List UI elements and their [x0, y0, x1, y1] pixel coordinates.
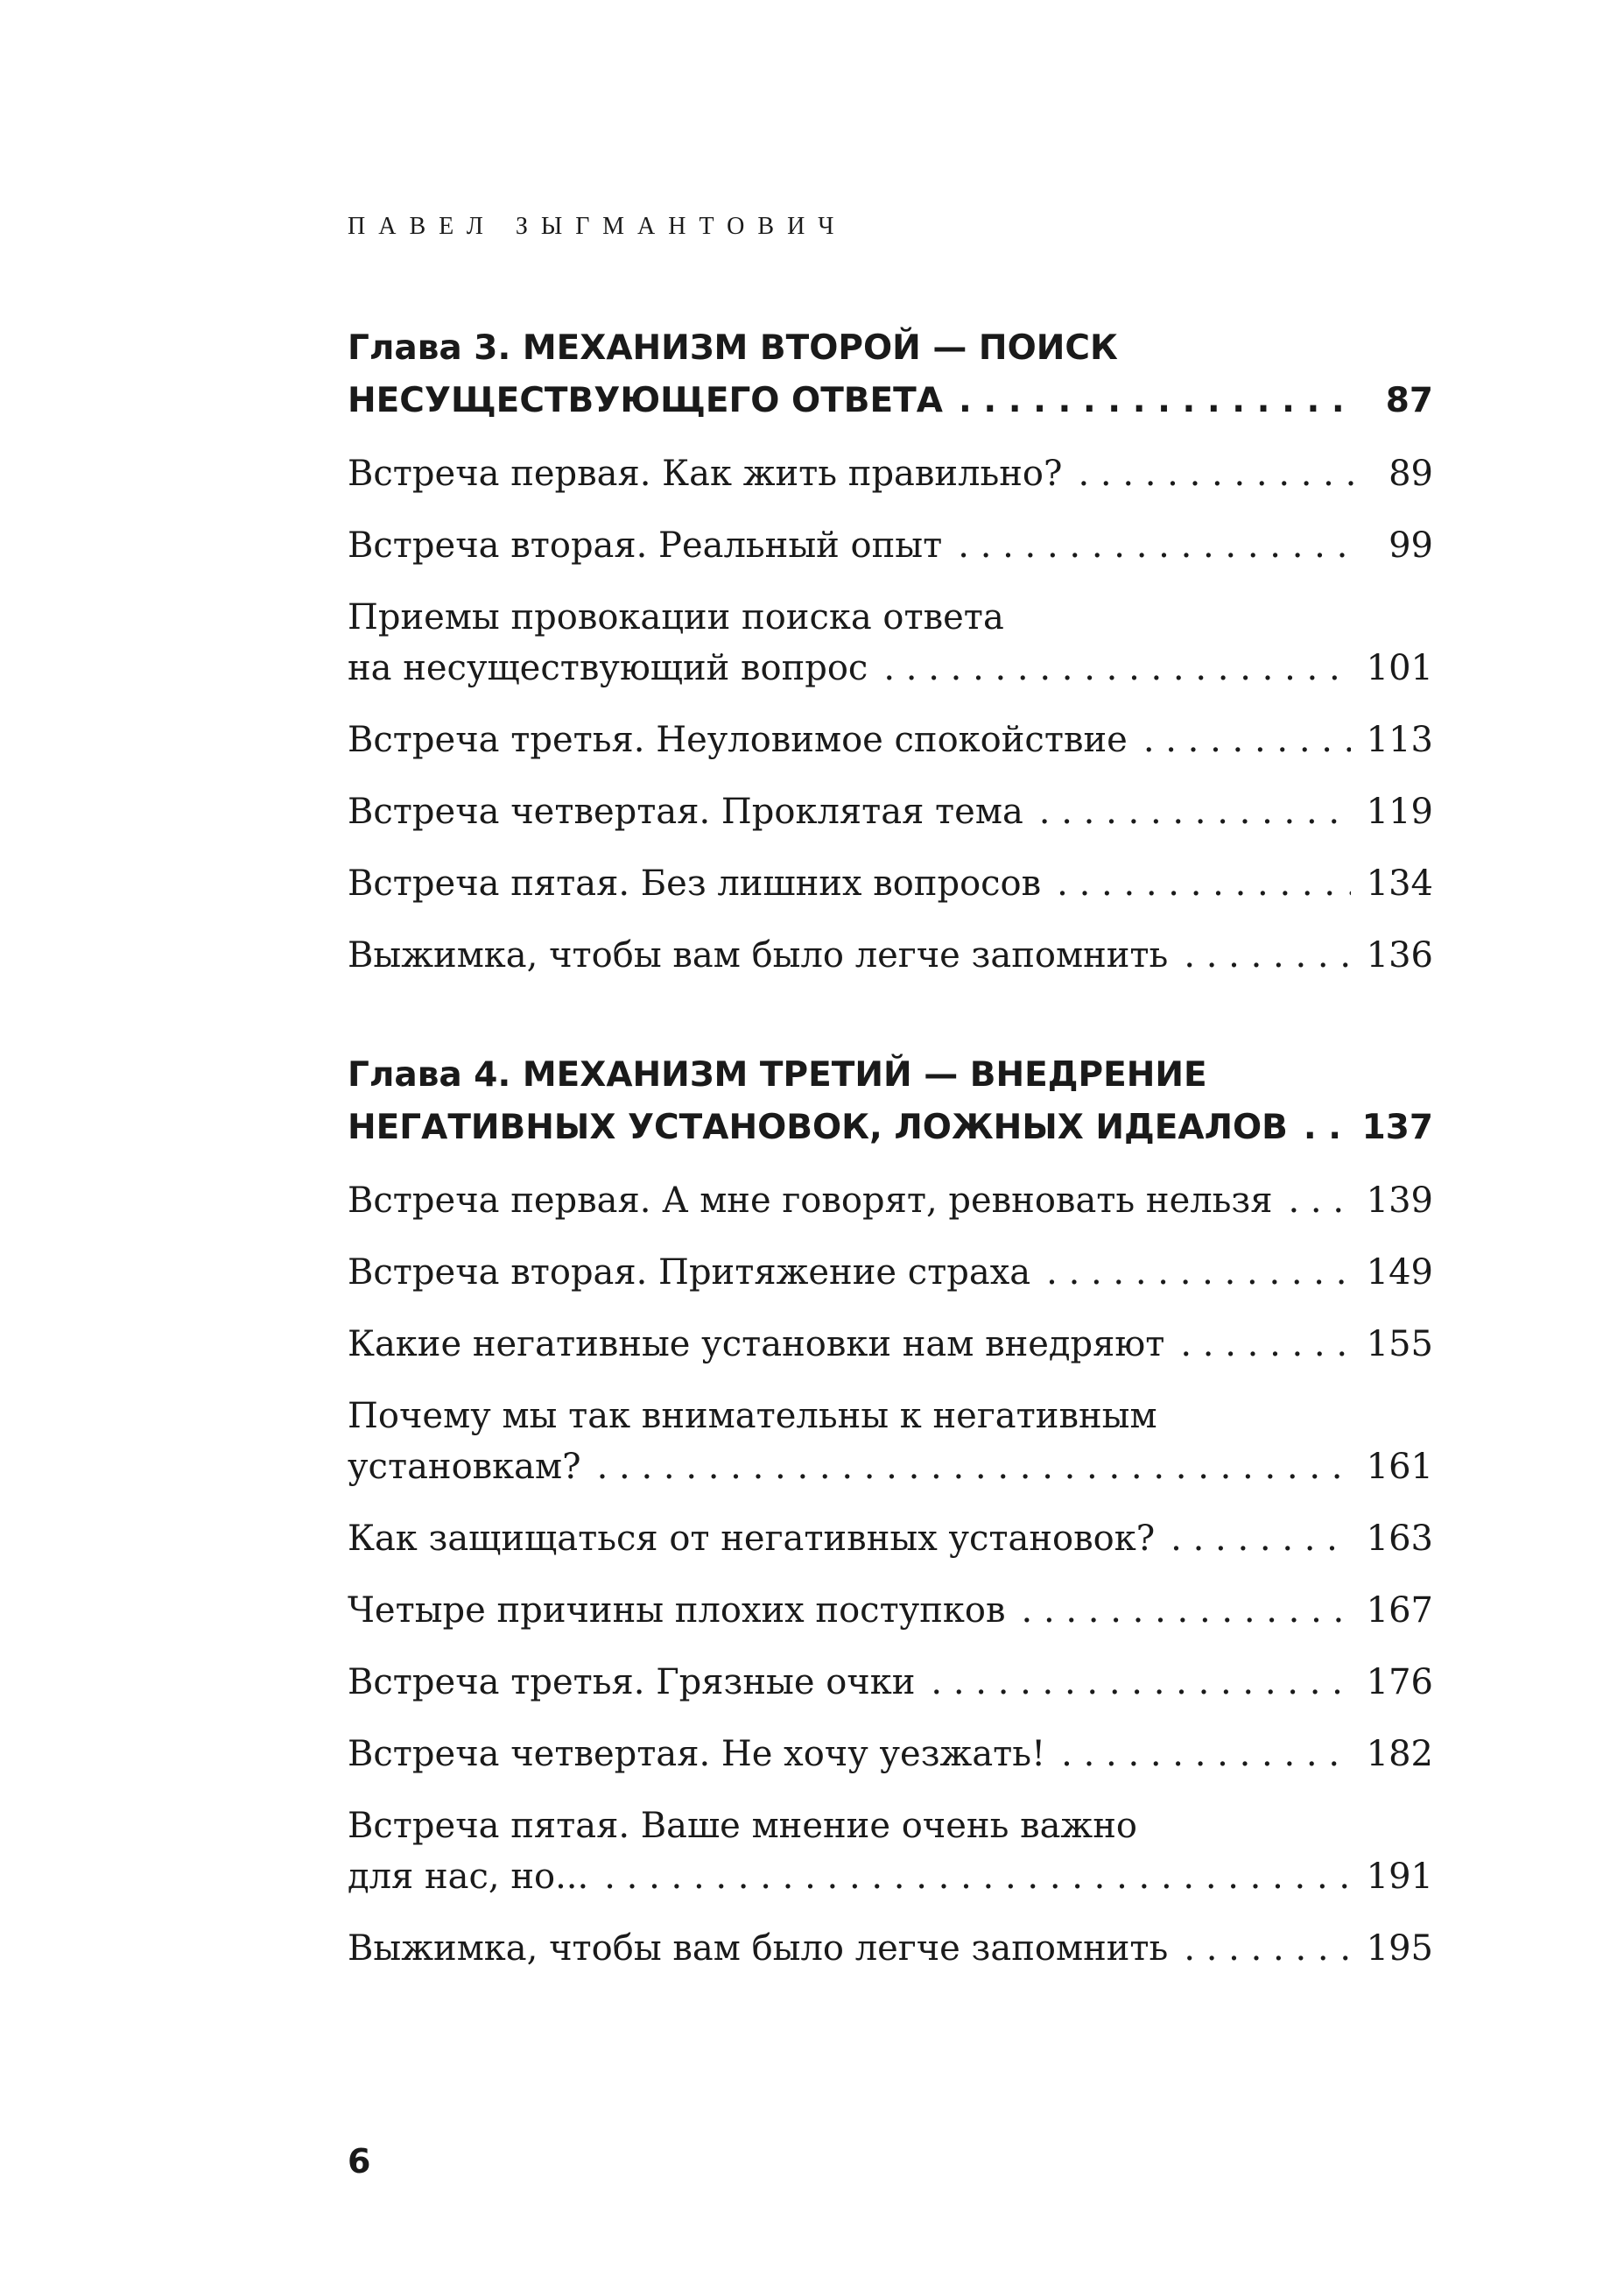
entry-line — [348, 1851, 1433, 1902]
toc-entry[interactable] — [348, 448, 1433, 499]
entry-page-number: 136 — [1366, 935, 1433, 976]
toc-entry[interactable] — [348, 1923, 1433, 1974]
entry-line — [348, 1513, 1433, 1564]
entry-line — [348, 1441, 1433, 1492]
entry-page-number: 101 — [1366, 648, 1433, 688]
toc-entry[interactable] — [348, 1319, 1433, 1370]
entry-page-number: 161 — [1366, 1447, 1433, 1487]
dot-leader — [1288, 1175, 1350, 1226]
toc-chapter — [348, 1049, 1433, 1974]
entry-page-number: 149 — [1366, 1252, 1433, 1293]
dot-leader — [1180, 1319, 1350, 1370]
entry-title: Четыре причины плохих поступков — [348, 1590, 1006, 1631]
dot-leader — [1022, 1585, 1351, 1636]
toc-entry[interactable] — [348, 715, 1433, 765]
toc-entry[interactable] — [348, 930, 1433, 981]
toc-entry[interactable] — [348, 858, 1433, 909]
entry-title: на несуществующий вопрос — [348, 648, 868, 688]
dot-leader — [958, 520, 1356, 571]
entry-page-number: 137 — [1361, 1108, 1433, 1147]
toc-chapter — [348, 322, 1433, 981]
entry-page-number: 113 — [1366, 720, 1433, 760]
dot-leader — [597, 1441, 1351, 1492]
entry-page-number: 134 — [1366, 863, 1433, 904]
entry-page-number: 195 — [1366, 1928, 1433, 1969]
dot-leader — [1078, 448, 1356, 499]
entry-page-number: 87 — [1385, 381, 1433, 420]
dot-leader — [1184, 930, 1350, 981]
toc-entry[interactable] — [348, 1247, 1433, 1298]
entry-line — [348, 1585, 1433, 1636]
table-of-contents — [348, 322, 1433, 2042]
entry-title: Встреча третья. Грязные очки — [348, 1662, 916, 1702]
running-head: ПАВЕЛ ЗЫГМАНТОВИЧ — [348, 213, 847, 240]
dot-leader — [604, 1851, 1350, 1902]
entry-title: установкам? — [348, 1447, 581, 1487]
dot-leader — [1039, 786, 1351, 837]
entry-page-number: 99 — [1388, 525, 1433, 566]
entry-line — [348, 1102, 1433, 1154]
entry-title: Встреча первая. А мне говорят, ревновать нельзя — [348, 1180, 1273, 1221]
toc-entry[interactable] — [348, 1800, 1433, 1902]
entry-page-number: 191 — [1366, 1857, 1433, 1897]
dot-leader — [1061, 1729, 1350, 1779]
dot-leader — [1304, 1102, 1346, 1154]
entry-page-number: 139 — [1366, 1180, 1433, 1221]
entry-line — [348, 858, 1433, 909]
entry-title-first-line: Глава 3. МЕХАНИЗМ ВТОРОЙ — ПОИСК — [348, 328, 1118, 368]
entry-line — [348, 786, 1433, 837]
toc-entry[interactable] — [348, 1175, 1433, 1226]
entry-line — [348, 1175, 1433, 1226]
toc-entry[interactable] — [348, 1657, 1433, 1708]
entry-line — [348, 715, 1433, 765]
entry-title: Встреча четвертая. Проклятая тема — [348, 792, 1023, 832]
dot-leader — [1057, 858, 1350, 909]
entry-page-number: 89 — [1388, 454, 1433, 494]
dot-leader — [1143, 715, 1351, 765]
toc-entry[interactable] — [348, 1585, 1433, 1636]
dot-leader — [1171, 1513, 1350, 1564]
entry-page-number: 167 — [1366, 1590, 1433, 1631]
entry-line — [348, 643, 1433, 694]
entry-line — [348, 520, 1433, 571]
entry-title: Как защищаться от негативных установок? — [348, 1519, 1156, 1559]
entry-title: НЕСУЩЕСТВУЮЩЕГО ОТВЕТА — [348, 381, 943, 420]
entry-title: Встреча четвертая. Не хочу уезжать! — [348, 1734, 1046, 1774]
entry-title-first-line: Приемы провокации поиска ответа — [348, 597, 1004, 638]
page-number: 6 — [348, 2142, 371, 2181]
entry-line — [348, 1247, 1433, 1298]
entry-title: для нас, но... — [348, 1857, 589, 1897]
entry-title-first-line: Встреча пятая. Ваше мнение очень важно — [348, 1806, 1137, 1846]
entry-page-number: 163 — [1366, 1519, 1433, 1559]
entry-title: Какие негативные установки нам внедряют — [348, 1324, 1165, 1364]
dot-leader — [931, 1657, 1350, 1708]
entry-line — [348, 375, 1433, 427]
entry-title: Встреча пятая. Без лишних вопросов — [348, 863, 1042, 904]
entry-title-first-line: Глава 4. МЕХАНИЗМ ТРЕТИЙ — ВНЕДРЕНИЕ — [348, 1055, 1207, 1095]
chapter-heading[interactable] — [348, 1049, 1433, 1154]
entry-title: Выжимка, чтобы вам было легче запомнить — [348, 1928, 1169, 1969]
toc-entry[interactable] — [348, 1729, 1433, 1779]
dot-leader — [1046, 1247, 1351, 1298]
entry-line — [348, 1923, 1433, 1974]
entry-title: Встреча первая. Как жить правильно? — [348, 454, 1063, 494]
entry-page-number: 155 — [1366, 1324, 1433, 1364]
toc-entry[interactable] — [348, 592, 1433, 694]
entry-line — [348, 1657, 1433, 1708]
toc-entry[interactable] — [348, 786, 1433, 837]
entry-line — [348, 930, 1433, 981]
dot-leader — [1184, 1923, 1350, 1974]
entry-title: Встреча вторая. Реальный опыт — [348, 525, 943, 566]
entry-title: Встреча вторая. Притяжение страха — [348, 1252, 1031, 1293]
entry-page-number: 119 — [1366, 792, 1433, 832]
entry-page-number: 176 — [1366, 1662, 1433, 1702]
toc-entry[interactable] — [348, 520, 1433, 571]
dot-leader — [883, 643, 1350, 694]
entry-line — [348, 448, 1433, 499]
entry-line — [348, 1319, 1433, 1370]
entry-title: Выжимка, чтобы вам было легче запомнить — [348, 935, 1169, 976]
chapter-heading[interactable] — [348, 322, 1433, 427]
entry-title: Встреча третья. Неуловимое спокойствие — [348, 720, 1128, 760]
entry-line — [348, 1729, 1433, 1779]
entry-title: НЕГАТИВНЫХ УСТАНОВОК, ЛОЖНЫХ ИДЕАЛОВ — [348, 1108, 1288, 1147]
entry-title-first-line: Почему мы так внимательны к негативным — [348, 1396, 1157, 1436]
dot-leader — [959, 375, 1356, 427]
toc-entry[interactable] — [348, 1513, 1433, 1564]
toc-entry[interactable] — [348, 1391, 1433, 1492]
entry-page-number: 182 — [1366, 1734, 1433, 1774]
